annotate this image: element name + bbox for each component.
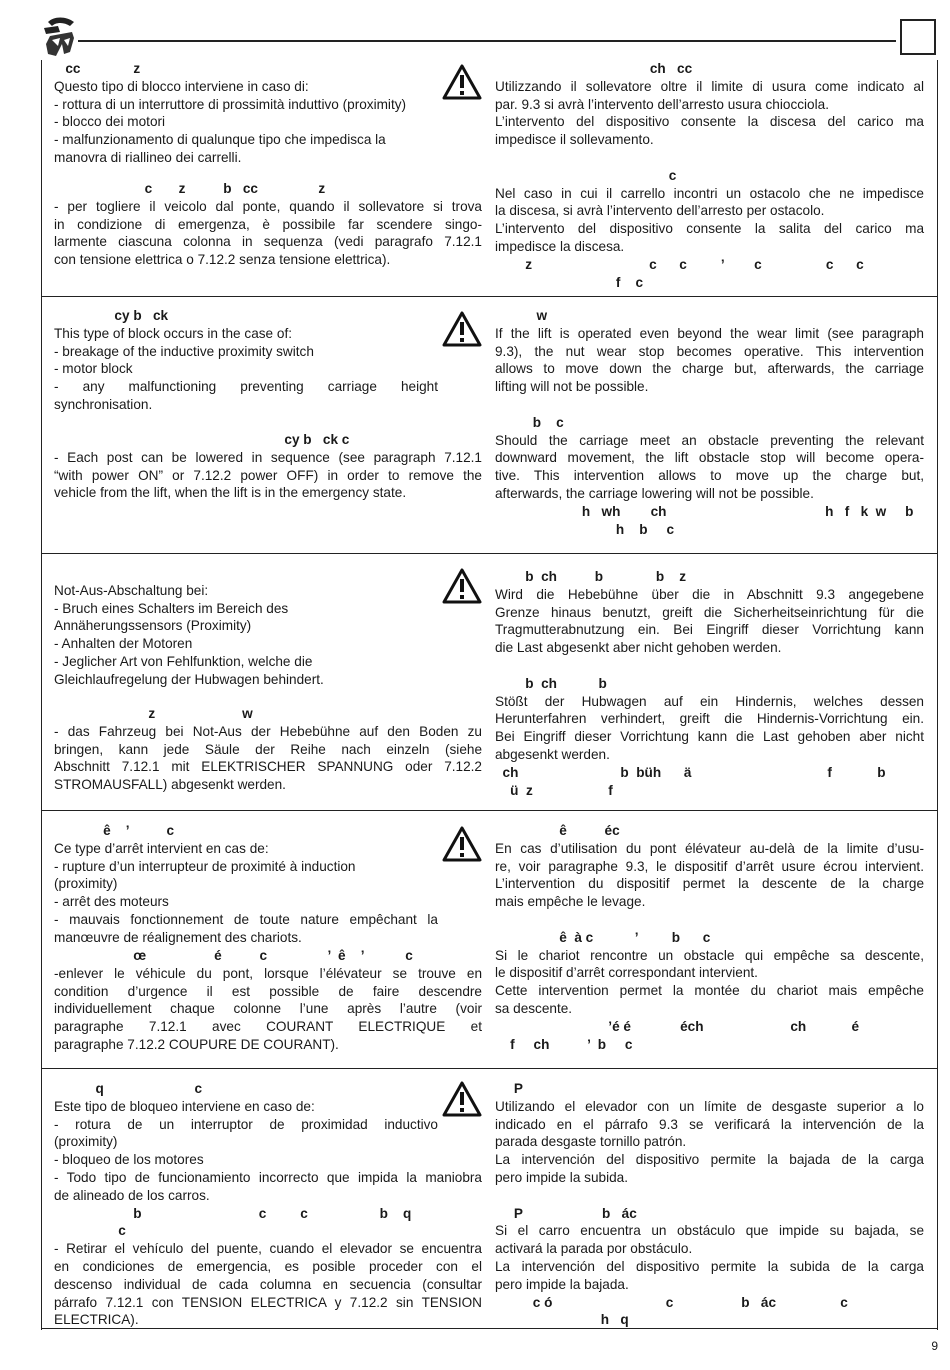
text-line: de alineado de los carros.: [54, 1187, 210, 1203]
text-line: con tensione elettrica o 7.12.2 senza tensione elettrica).: [54, 252, 391, 268]
section-heading: w: [495, 308, 548, 323]
frame-left-border: [41, 60, 42, 1330]
section-heading: c z b cc z: [54, 181, 326, 196]
text-line: pero impide la subida.: [495, 1169, 628, 1185]
brand-logo-icon: [40, 14, 80, 58]
section-heading: b ch b: [495, 675, 607, 691]
text-line: Grenze hinaus benutzt, greift die Sicherheitseinrichtung für die: [495, 604, 924, 620]
text-line: activará la parada por obstáculo.: [495, 1241, 693, 1257]
section-it-left-emergency: [54, 180, 482, 269]
text-line: die Last abgesenkt aber nicht gehoben werden.: [495, 640, 782, 656]
text-line: L’intervento del dispositivo consente la discesa del carico ma: [495, 114, 924, 130]
text-line: en condiciones de emergencia, es posible proceder con el: [54, 1258, 482, 1274]
text-line: - blocco dei motori: [54, 114, 166, 130]
section-heading: q c: [54, 1081, 203, 1096]
text-line: synchronisation.: [54, 396, 153, 412]
text-line: Bei Eingriff dieser Vorrichtung kann die Last gehoben aber nicht: [495, 729, 924, 745]
text-line: re, voir paragraphe 9.3, le dispositif d’arrêt usure écrou intervient.: [495, 858, 924, 874]
text-line: Este tipo de bloqueo interviene en caso de:: [54, 1098, 315, 1114]
note-heading: ’é é éch ch é: [495, 1018, 860, 1034]
section-heading: c: [495, 167, 677, 183]
text-line: Nel caso in cui il carrello incontri un ostacolo che ne impedisce: [495, 185, 924, 201]
note-heading: h wh ch h f k w b: [495, 503, 914, 519]
section-heading: ch cc: [495, 61, 693, 76]
text-line: This type of block occurs in the case of:: [54, 325, 293, 341]
text-line: la discesa, si avrà l’intervento dell’arresto per ostacolo.: [495, 203, 825, 219]
section-heading: cy b ck: [54, 308, 169, 323]
text-line: pero impide la bajada.: [495, 1276, 629, 1292]
text-line: bringen, kann jede Säule der Reihe nach einzeln (siehe: [54, 741, 482, 757]
section-en-left: [54, 307, 438, 414]
text-line: manovra di riallineo dei carrelli.: [54, 149, 242, 165]
section-heading: c: [54, 1223, 126, 1239]
page-number: 9: [931, 1339, 938, 1353]
text-line: En cas d’utilisation du pont élévateur au-delà de la limite d’usu-: [495, 840, 924, 856]
text-line: in condizione di emergenza, è possibile far scendere singo-: [54, 216, 482, 232]
text-line: - rupture d’un interrupteur de proximité à induction: [54, 858, 356, 874]
text-line: indicado en el párrafo 9.3 se verificará la intervención de la: [495, 1116, 924, 1132]
note-heading: h q: [495, 1312, 629, 1328]
text-line: - Todo tipo de funcionamiento incorrecto que impida la maniobra: [54, 1169, 482, 1185]
section-de-left: [54, 564, 438, 689]
note-heading: c ó c b ác c: [495, 1294, 848, 1310]
text-line: Herunterfahren verhindert, greift die Hindernis-Vorrichtung ein.: [495, 711, 924, 727]
section-heading: ê à c ’ b c: [495, 929, 711, 945]
text-line: allows to move down the charge but, afterwards, the carriage: [495, 361, 924, 377]
text-line: (proximity): [54, 1134, 118, 1150]
text-line: - Anhalten der Motoren: [54, 636, 193, 652]
section-heading: ê ’ c: [54, 823, 175, 838]
text-line: - mauvais fonctionnement de toute nature empêchant la: [54, 911, 438, 927]
section-heading: P b ác: [495, 1205, 637, 1221]
section-heading: z w: [54, 706, 253, 721]
text-line: - Each post can be lowered in sequence (see paragraph 7.12.1: [54, 449, 482, 465]
section-it-left: [54, 60, 438, 185]
section-de-right: [495, 568, 924, 799]
warning-triangle-icon: [442, 64, 482, 100]
text-line: descenso individual de cada columna en secuencia (consultar: [54, 1276, 482, 1292]
text-line: Si el carro encuentra un obstáculo que impide su bajada, se: [495, 1223, 924, 1239]
text-line: - motor block: [54, 361, 133, 377]
text-line: Utilizando el elevador con un límite de desgaste superior a lo: [495, 1098, 924, 1114]
section-de-left-emergency: [54, 705, 482, 794]
text-line: par. 9.3 si avrà l’intervento dell’arresto usura chiocciola.: [495, 96, 829, 112]
text-line: larmente ciascuna colonna in sequenza (vedi paragrafo 7.12.1: [54, 234, 482, 250]
note-heading: f c: [495, 274, 644, 290]
text-line: L’intervention du dispositif permet la descente de la charge: [495, 876, 924, 892]
text-line: tive. This intervention allows to move up the charge but,: [495, 468, 924, 484]
text-line: La intervención del dispositivo permite la bajada de la carga: [495, 1152, 924, 1168]
note-heading: h b c: [495, 521, 675, 537]
text-line: le dispositif d’arrêt correspondant intervient.: [495, 965, 758, 981]
section-fr-left: [54, 822, 438, 947]
text-line: downward movement, the lift obstacle stop will become opera-: [495, 450, 924, 466]
note-heading: ü z f: [495, 782, 613, 798]
section-heading: b c: [495, 414, 564, 430]
text-line: Tragmutterabnutzung ein. Bei Eingriff dieser Vorrichtung kann: [495, 622, 924, 638]
text-line: impedisce la discesa.: [495, 238, 625, 254]
text-line: Cette intervention permet la montée du chariot mais empêche: [495, 983, 924, 999]
text-line: paragraphe 7.12.1 avec COURANT ELECTRIQUE et: [54, 1019, 482, 1035]
warning-triangle-icon: [442, 311, 482, 347]
text-line: abgesenkt werden.: [495, 746, 610, 762]
text-line: “with power ON” or 7.12.2 power OFF) in order to remove the: [54, 467, 482, 483]
text-line: Utilizzando il sollevatore oltre il limite di usura come indicato al: [495, 78, 924, 94]
section-es-left: [54, 1080, 482, 1329]
section-en-right: [495, 307, 924, 538]
text-line: - Jeglicher Art von Fehlfunktion, welche die: [54, 653, 313, 669]
text-line: Ce type d’arrêt intervient en cas de:: [54, 840, 269, 856]
text-line: Abschnitt 7.12.1 mit ELEKTRISCHER SPANNUNG oder 7.12.2: [54, 759, 482, 775]
warning-triangle-icon: [442, 1081, 482, 1117]
text-line: - arrêt des moteurs: [54, 894, 169, 910]
text-line: - malfunzionamento di qualunque tipo che impedisca la: [54, 132, 386, 148]
text-line: ELECTRICA).: [54, 1312, 139, 1328]
text-line: STROMAUSFALL) abgesenkt werden.: [54, 777, 286, 793]
header-rule: [78, 40, 896, 42]
text-line: -enlever le véhicule du pont, lorsque l’élévateur se trouve en: [54, 965, 482, 981]
warning-triangle-icon: [442, 826, 482, 862]
section-heading: cy b ck c: [54, 432, 350, 447]
warning-triangle-icon: [442, 568, 482, 604]
text-line: L’intervento del dispositivo consente la salita del carico ma: [495, 221, 924, 237]
text-line: paragraphe 7.12.2 COUPURE DE COURANT).: [54, 1036, 339, 1052]
text-line: - das Fahrzeug bei Not-Aus der Hebebühne auf den Boden zu: [54, 723, 482, 739]
section-fr-right: [495, 822, 924, 1053]
section-it-right: [495, 60, 924, 291]
text-line: manœuvre de réalignement des chariots.: [54, 929, 302, 945]
text-line: Si le chariot rencontre un obstacle qui empêche sa descente,: [495, 947, 924, 963]
text-line: (proximity): [54, 876, 118, 892]
text-line: 9.3), the nut wear stop becomes operative. This intervention: [495, 343, 924, 359]
text-line: afterwards, the carriage lowering will not be possible.: [495, 485, 814, 501]
text-line: - per togliere il veicolo dal ponte, quando il sollevatore si trova: [54, 198, 482, 214]
text-line: - Retirar el vehículo del puente, cuando el elevador se encuentra: [54, 1241, 482, 1257]
text-line: lifting will not be possible.: [495, 379, 649, 395]
text-line: La intervención del dispositivo permite la subida de la carga: [495, 1258, 924, 1274]
section-es-right: [495, 1080, 924, 1329]
section-heading: P: [495, 1081, 523, 1096]
section-heading: cc z: [54, 61, 141, 76]
text-line: - rottura di un interruttore di prossimità induttivo (proximity): [54, 96, 407, 112]
text-line: párrafo 7.12.1 con TENSION ELECTRICA y 7.12.2 sin TENSION: [54, 1294, 482, 1310]
text-line: - rotura de un interruptor de proximidad inductivo: [54, 1116, 438, 1132]
text-line: - breakage of the inductive proximity switch: [54, 343, 314, 359]
section-heading: b c c b q: [54, 1205, 412, 1221]
section-heading: ê éc: [495, 823, 620, 838]
section-divider: [41, 553, 938, 554]
text-line: vehicle from the lift, when the lift is in the emergency state.: [54, 485, 407, 501]
section-divider: [41, 810, 938, 811]
text-line: Should the carriage meet an obstacle preventing the relevant: [495, 432, 924, 448]
text-line: Gleichlaufregelung der Hubwagen behindert.: [54, 671, 324, 687]
text-line: If the lift is operated even beyond the wear limit (see paragraph: [495, 325, 924, 341]
text-line: - bloqueo de los motores: [54, 1152, 204, 1168]
section-divider: [41, 296, 938, 297]
text-line: Wird die Hebebühne über die in Abschnitt 9.3 angegebene: [495, 586, 924, 602]
corner-box: [900, 19, 936, 55]
text-line: Questo tipo di blocco interviene in caso di:: [54, 78, 309, 94]
text-line: condition d’urgence il est possible de faire descendre: [54, 983, 482, 999]
text-line: impedisce il sollevamento.: [495, 132, 654, 148]
section-heading: œ é c ’ ê ’ c: [54, 948, 413, 963]
note-heading: ch b büh ä f b: [495, 764, 886, 780]
section-en-left-emergency: [54, 431, 482, 502]
text-line: - any malfunctioning preventing carriage height: [54, 379, 438, 395]
section-fr-left-emergency: [54, 947, 482, 1054]
note-heading: f ch ’ b c: [495, 1036, 633, 1052]
text-line: mais empêche le levage.: [495, 894, 646, 910]
text-line: - Bruch eines Schalters im Bereich des: [54, 600, 289, 616]
section-heading: b ch b b z: [495, 569, 687, 584]
text-line: sa descente.: [495, 1000, 573, 1016]
text-line: Annäherungssensors (Proximity): [54, 618, 252, 634]
text-line: individuellement chaque colonne l’une après l’autre (voir: [54, 1001, 482, 1017]
frame-right-border: [937, 60, 938, 1330]
text-line: Stößt der Hubwagen auf ein Hindernis, welches dessen: [495, 693, 924, 709]
section-divider: [41, 1068, 938, 1069]
note-heading: z c c ’ c c c: [495, 256, 864, 272]
text-line: parada desgaste tornillo patrón.: [495, 1134, 687, 1150]
text-line: Not-Aus-Abschaltung bei:: [54, 582, 209, 598]
